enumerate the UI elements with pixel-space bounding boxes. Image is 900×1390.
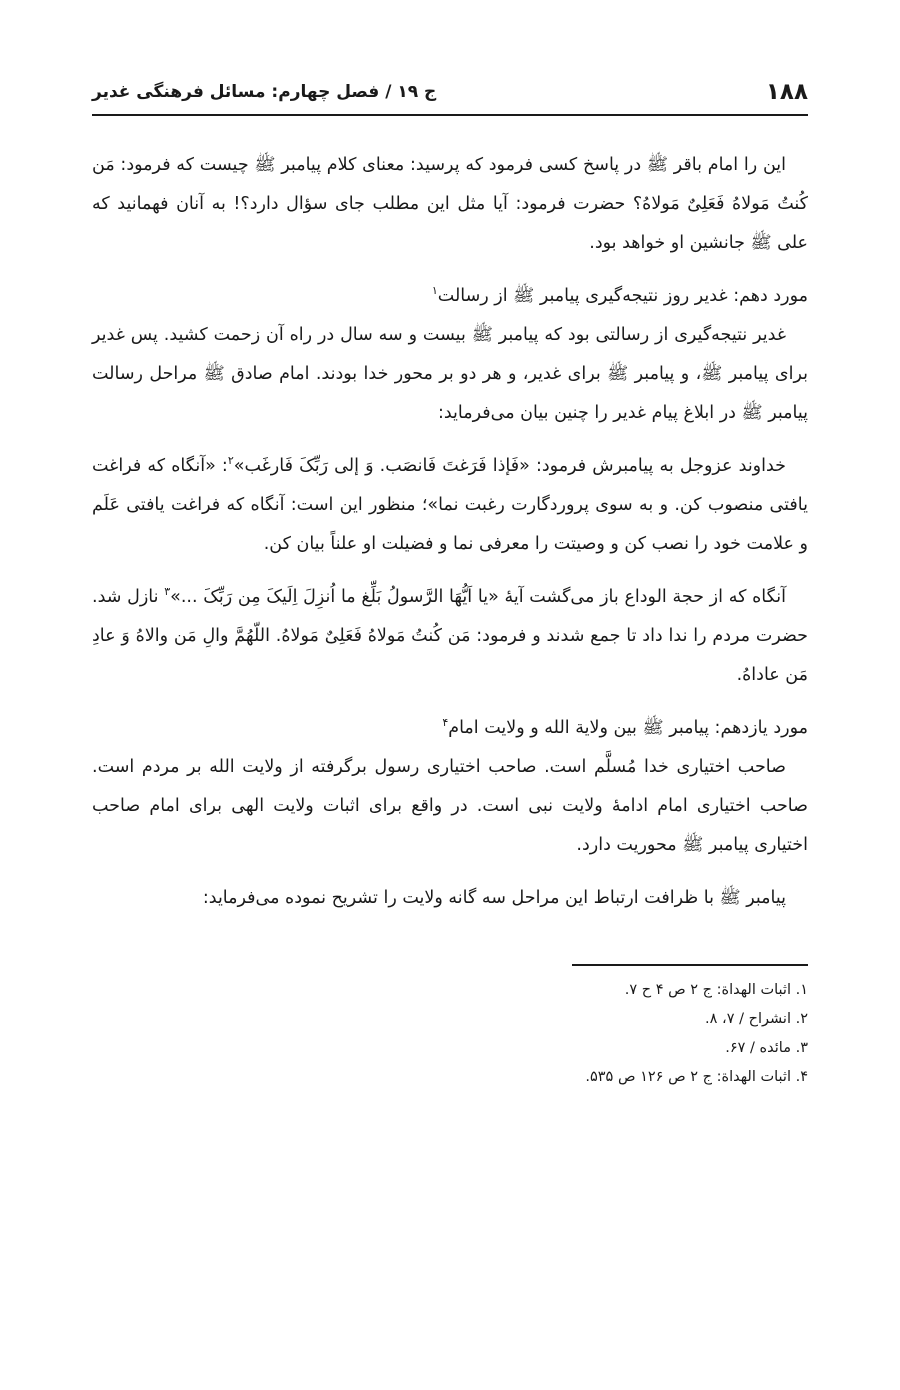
running-head: ج ۱۹ / فصل چهارم: مسائل فرهنگی غدیر (92, 82, 437, 102)
paragraph-6: پیامبر ﷺ با ظرافت ارتباط این مراحل سه گانه ولایت را تشریح نموده می‌فرماید: (202, 888, 786, 908)
paragraph-3 (92, 447, 808, 564)
paragraph-4 (92, 578, 808, 695)
paragraph-3-rest: : «آنگاه که فراغت یافتی منصوب کن. و به سوی پروردگارت رغبت نما»؛ منظور این است: آنگاه که فراغت یافتی عَلَم و علامت خود را نصب کن و وصیتت را معرفی نما و فضیلت او علناً بیان کن. (92, 456, 808, 554)
footnote-ref-3: ۳ (164, 585, 171, 599)
footnote-ref-4: ۴ (442, 716, 449, 730)
footnote-ref-1: ۱ (431, 284, 438, 298)
section-heading-11 (92, 709, 808, 748)
footnote-1: ۱. اثبات الهداة: ج ۲ ص ۴ ح ۷. (624, 982, 808, 998)
paragraph-3-quote: خداوند عزوجل به پیامبرش فرمود: «فَإذا فَرَغتَ فَانصَب. وَ إلی رَبِّکَ فَارغَب» (233, 456, 787, 476)
paragraph-2: غدیر نتیجه‌گیری از رسالتی بود که پیامبر ﷺ بیست و سه سال در راه آن زحمت کشید. پس غدیر برای پیامبر ﷺ، و پیامبر ﷺ برای غدیر، و هر دو بر محور خدا بودند. امام صادق ﷺ مراحل رسالت پیامبر ﷺ در ابلاغ پیام غدیر را چنین بیان می‌فرماید: (92, 325, 808, 423)
footnote-3: ۳. مائده / ۶۷. (725, 1040, 808, 1056)
paragraph-4-verse: آنگاه که از حجة الوداع باز می‌گشت آیهٔ «یا اَیُّهَا الرَّسولُ بَلِّغ ما اُنزِلَ اِلَیکَ مِن رَبِّکَ ...» (170, 587, 787, 607)
section-heading-10-text: مورد دهم: غدیر روز نتیجه‌گیری پیامبر ﷺ از رسالت (437, 286, 808, 306)
section-heading-11-text: مورد یازدهم: پیامبر ﷺ بین ولایة الله و ولایت امام (448, 718, 808, 738)
footnote-divider (572, 964, 808, 966)
footnotes (92, 976, 808, 1092)
footnote-ref-2: ۲ (227, 454, 234, 468)
footnote-4: ۴. اثبات الهداة: ج ۲ ص ۱۲۶ ص ۵۳۵. (585, 1069, 808, 1085)
paragraph-1: این را امام باقر ﷺ در پاسخ کسی فرمود که پرسید: معنای کلام پیامبر ﷺ چیست که فرمود: مَن کُنتُ مَولاهُ فَعَلِیٌ مَولاهُ؟ حضرت فرمود: آیا مثل این مطلب جای سؤال دارد؟! به آنان فهمانید که علی ﷺ جانشین او خواهد بود. (92, 155, 808, 253)
page-number: ۱۸۸ (765, 79, 808, 105)
paragraph-4-rest: نازل شد. حضرت مردم را ندا داد تا جمع شدند و فرمود: مَن کُنتُ مَولاهُ فَعَلِیٌ مَولاهُ. اللّهُمَّ والِ مَن والاهُ وَ عادِ مَن عاداهُ. (92, 587, 808, 685)
footnote-2: ۲. انشراح / ۷، ۸. (704, 1011, 808, 1027)
section-heading-10 (92, 277, 808, 316)
book-page (92, 70, 808, 1320)
page-header (92, 70, 808, 116)
page-body (92, 146, 808, 1092)
paragraph-5: صاحب اختیاری خدا مُسلَّم است. صاحب اختیاری رسول برگرفته از ولایت الله بر مردم است. صاحب اختیاری امام ادامهٔ ولایت نبی است. در واقع برای اثبات ولایت الهی برای امام صاحب اختیاری پیامبر ﷺ محوریت دارد. (92, 757, 808, 855)
